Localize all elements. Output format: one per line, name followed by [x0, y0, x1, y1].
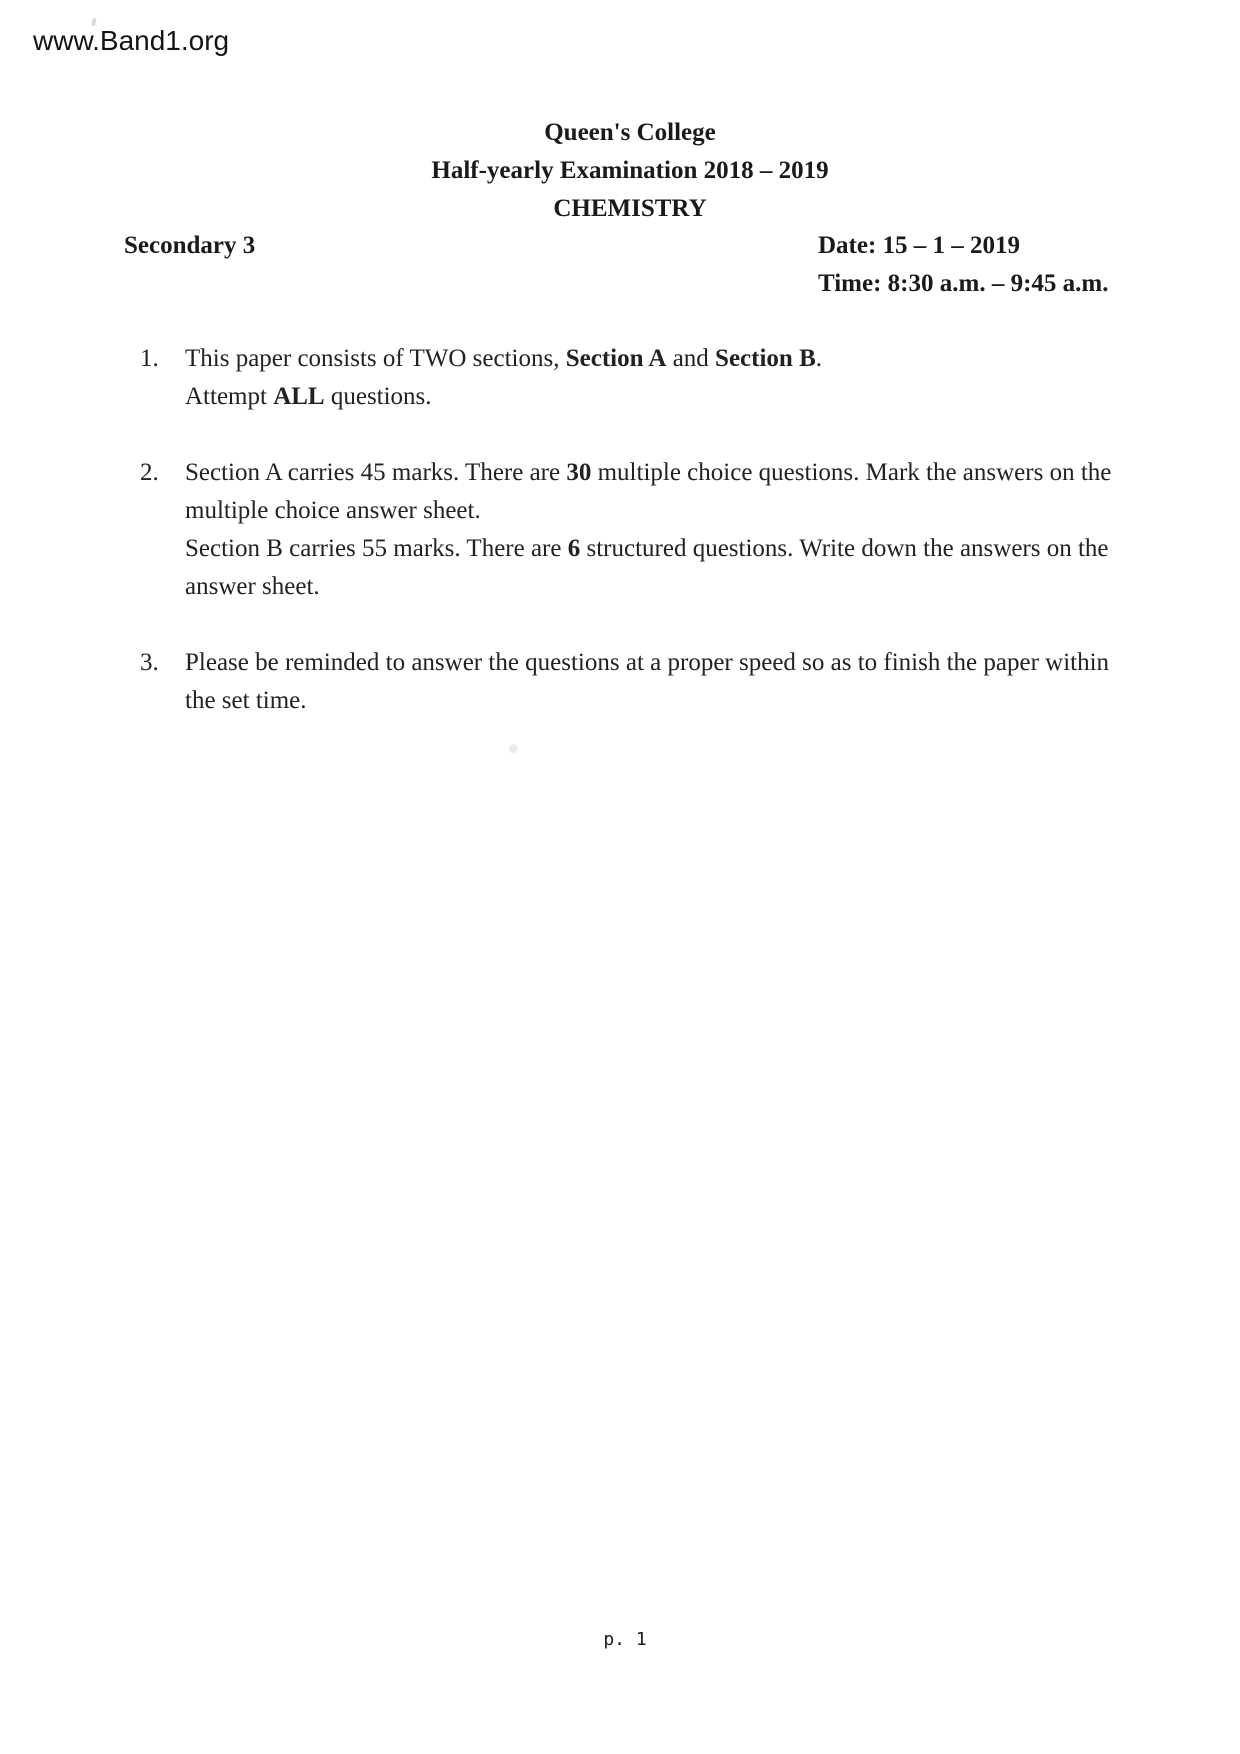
page-number: p. 1 [603, 1629, 647, 1650]
instruction-line [185, 492, 1111, 530]
text-segment: Please be reminded to answer the questions at a proper speed so as to finish the paper within [185, 649, 1110, 676]
instruction-text [185, 340, 822, 416]
text-segment: multiple choice answer sheet. [185, 497, 481, 524]
text-segment: ALL [273, 383, 325, 410]
text-segment: and [666, 345, 716, 372]
instruction-line [185, 454, 1111, 492]
text-segment: . [815, 345, 822, 372]
instruction-line [185, 378, 822, 416]
exam-date: Date: 15 – 1 – 2019 [818, 232, 1021, 259]
instruction-line [185, 644, 1109, 682]
instruction-number: 2. [140, 459, 159, 486]
text-segment: Section A [565, 345, 667, 372]
text-segment: Section B [715, 345, 816, 372]
school-name: Queen's College [544, 119, 716, 146]
class-level: Secondary 3 [124, 232, 256, 259]
text-segment: questions. [324, 383, 432, 410]
instruction-line [185, 568, 1111, 606]
instruction-line [185, 340, 822, 378]
instructions-list [140, 340, 1111, 758]
text-segment: 6 [567, 535, 581, 562]
exam-time: Time: 8:30 a.m. – 9:45 a.m. [818, 270, 1109, 297]
instruction-line [185, 682, 1109, 720]
instruction-text [185, 454, 1111, 606]
text-segment: 30 [566, 459, 592, 486]
date-time-block [818, 227, 1108, 303]
text-segment: multiple choice questions. Mark the answers on the [591, 459, 1112, 486]
title-block [0, 114, 1240, 228]
instruction-item-3 [140, 644, 1111, 720]
text-segment: Section A carries 45 marks. There are [185, 459, 567, 486]
instruction-item-1 [140, 340, 1111, 416]
subject-title: CHEMISTRY [553, 195, 707, 222]
site-watermark: www.Band1.org [33, 25, 230, 56]
text-segment: Attempt [185, 383, 274, 410]
text-segment: the set time. [185, 687, 307, 714]
instruction-item-2 [140, 454, 1111, 606]
text-segment: answer sheet. [185, 573, 320, 600]
instruction-text [185, 644, 1109, 720]
instruction-number: 3. [140, 649, 159, 676]
text-segment: Section B carries 55 marks. There are [185, 535, 568, 562]
text-segment: structured questions. Write down the answers on the [580, 535, 1109, 562]
instruction-number: 1. [140, 345, 159, 372]
text-segment: This paper consists of TWO sections, [185, 345, 566, 372]
instruction-line [185, 530, 1111, 568]
exam-title: Half-yearly Examination 2018 – 2019 [431, 157, 829, 184]
